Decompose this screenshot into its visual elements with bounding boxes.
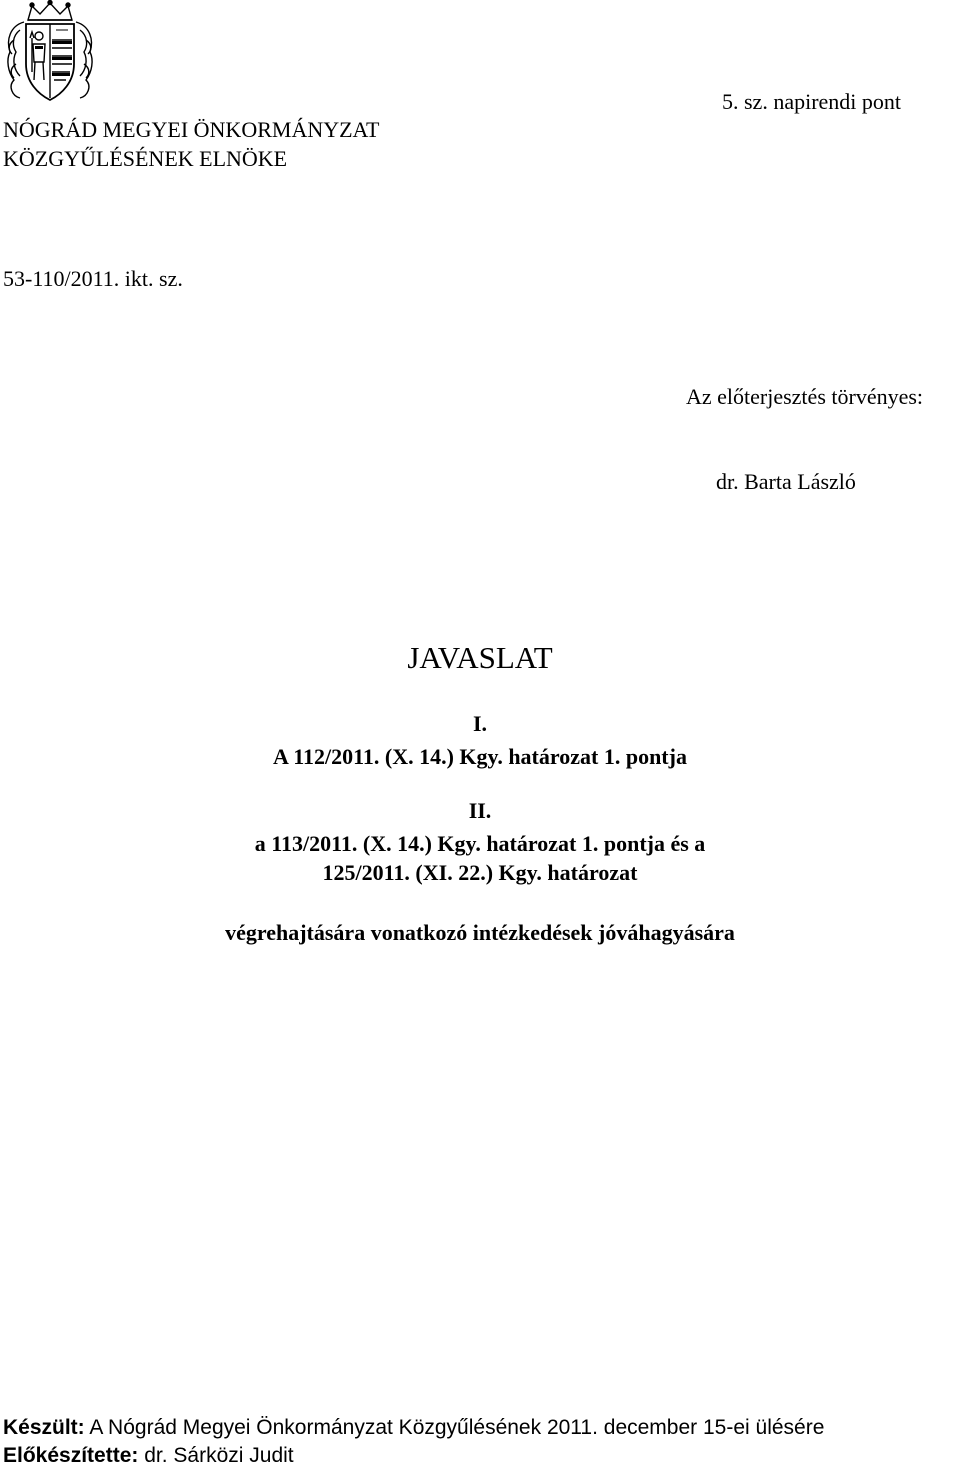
county-coat-of-arms-icon: [2, 0, 98, 104]
preparer-line: [3, 1443, 294, 1468]
prepared-label: Készült:: [3, 1416, 85, 1439]
organization-name-line2: KÖZGYŰLÉSÉNEK ELNÖKE: [3, 146, 288, 171]
preparer-label: Előkészítette:: [3, 1444, 139, 1467]
part1-resolution: A 112/2011. (X. 14.) Kgy. határozat 1. pontja: [273, 744, 687, 769]
prepared-for-line: [3, 1415, 824, 1440]
part2-resolution-line2: 125/2011. (XI. 22.) Kgy. határozat: [322, 860, 638, 885]
part1-roman-numeral: I.: [472, 711, 488, 736]
part2-roman-numeral: II.: [468, 798, 492, 823]
legality-approver-name: dr. Barta László: [716, 469, 856, 494]
legality-label: Az előterjesztés törvényes:: [686, 384, 924, 409]
document-title: JAVASLAT: [407, 640, 553, 675]
prepared-text: A Nógrád Megyei Önkormányzat Közgyűlésének 2011. december 15-ei ülésére: [89, 1416, 825, 1439]
proposal-subject: végrehajtására vonatkozó intézkedések jóváhagyására: [225, 920, 735, 945]
agenda-point: 5. sz. napirendi pont: [722, 89, 902, 114]
organization-name-line1: NÓGRÁD MEGYEI ÖNKORMÁNYZAT: [3, 117, 380, 142]
registration-number: 53-110/2011. ikt. sz.: [3, 266, 183, 291]
part2-resolution-line1: a 113/2011. (X. 14.) Kgy. határozat 1. pontja és a: [254, 831, 706, 856]
preparer-name: dr. Sárközi Judit: [144, 1444, 294, 1467]
